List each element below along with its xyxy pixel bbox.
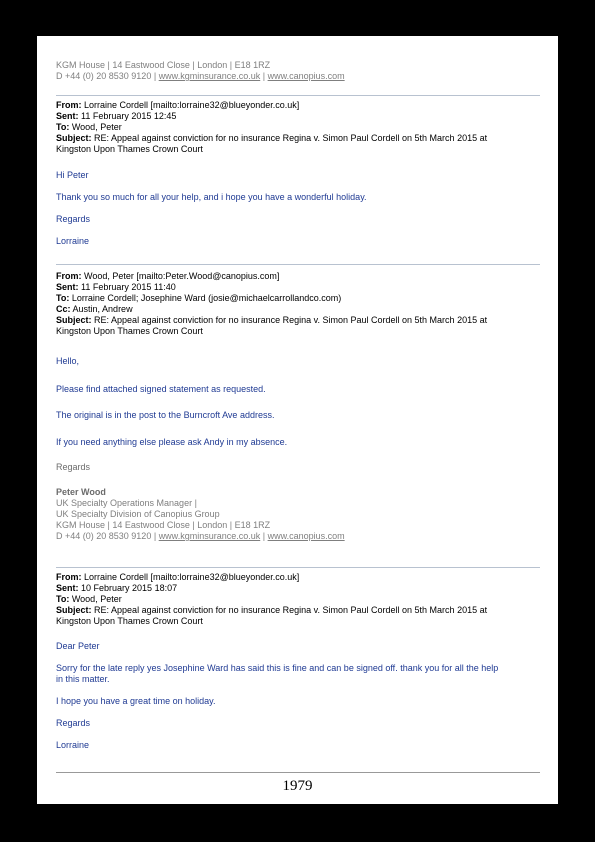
divider <box>56 264 540 265</box>
link-separator: | <box>262 531 266 541</box>
email1-body: Thank you so much for all your help, and i hope you have a wonderful holiday. <box>56 192 367 202</box>
sig-division: UK Specialty Division of Canopius Group <box>56 509 220 519</box>
email1-subject: Subject: RE: Appeal against conviction for no insurance Regina v. Simon Paul Cordell on 5th March 2015 at <box>56 133 488 143</box>
email1-from: From: Lorraine Cordell [mailto:lorraine32@blueyonder.co.uk] <box>56 100 300 110</box>
email2-from: From: Wood, Peter [mailto:Peter.Wood@canopius.com] <box>56 271 280 281</box>
email3-body1-line1: Sorry for the late reply yes Josephine Ward has said this is fine and can be signed off. thank you for all the help <box>56 663 499 673</box>
email1-sent: Sent: 11 February 2015 12:45 <box>56 111 177 121</box>
email2-cc: Cc: Austin, Andrew <box>56 304 133 314</box>
email3-to: To: Wood, Peter <box>56 594 122 604</box>
footer-rule <box>56 772 540 773</box>
sig-phone: D +44 (0) 20 8530 9120 | <box>56 531 157 541</box>
link-separator: | <box>262 71 266 81</box>
sig-kgm-link[interactable]: www.kgminsurance.co.uk <box>158 531 261 541</box>
email3-signoff: Lorraine <box>56 740 90 750</box>
email2-greeting: Hello, <box>56 356 80 366</box>
email2-subject-cont: Kingston Upon Thames Crown Court <box>56 326 203 336</box>
sig-title: UK Specialty Operations Manager | <box>56 498 197 508</box>
email3-regards: Regards <box>56 718 91 728</box>
kgm-link[interactable]: www.kgminsurance.co.uk <box>158 71 261 81</box>
divider <box>56 95 540 96</box>
email3-body2: I hope you have a great time on holiday. <box>56 696 216 706</box>
email2-subject: Subject: RE: Appeal against conviction for no insurance Regina v. Simon Paul Cordell on 5th March 2015 at <box>56 315 488 325</box>
email3-greeting: Dear Peter <box>56 641 100 651</box>
sig-contact-line <box>56 531 543 542</box>
top-address: KGM House | 14 Eastwood Close | London | E18 1RZ <box>56 60 271 70</box>
canopius-link[interactable]: www.canopius.com <box>267 71 345 81</box>
email3-subject-cont: Kingston Upon Thames Crown Court <box>56 616 203 626</box>
divider <box>56 567 540 568</box>
email2-body3: If you need anything else please ask Andy in my absence. <box>56 437 288 447</box>
sig-name: Peter Wood <box>56 487 106 497</box>
sig-canopius-link[interactable]: www.canopius.com <box>267 531 345 541</box>
document-page <box>37 36 558 804</box>
top-phone: D +44 (0) 20 8530 9120 | <box>56 71 157 81</box>
email2-to: To: Lorraine Cordell; Josephine Ward (josie@michaelcarrollandco.com) <box>56 293 342 303</box>
email1-subject-cont: Kingston Upon Thames Crown Court <box>56 144 203 154</box>
email2-body2: The original is in the post to the Burncroft Ave address. <box>56 410 275 420</box>
email3-subject: Subject: RE: Appeal against conviction for no insurance Regina v. Simon Paul Cordell on 5th March 2015 at <box>56 605 488 615</box>
email2-body1: Please find attached signed statement as requested. <box>56 384 266 394</box>
email1-greeting: Hi Peter <box>56 170 89 180</box>
top-contact-line <box>56 71 543 82</box>
email2-regards: Regards <box>56 462 91 472</box>
email2-sent: Sent: 11 February 2015 11:40 <box>56 282 176 292</box>
email1-signoff: Lorraine <box>56 236 90 246</box>
page-number: 1979 <box>282 778 313 794</box>
email1-regards: Regards <box>56 214 91 224</box>
email3-from: From: Lorraine Cordell [mailto:lorraine32@blueyonder.co.uk] <box>56 572 300 582</box>
email3-body1-line2: in this matter. <box>56 674 110 684</box>
email1-to: To: Wood, Peter <box>56 122 122 132</box>
sig-address: KGM House | 14 Eastwood Close | London | E18 1RZ <box>56 520 271 530</box>
email3-sent: Sent: 10 February 2015 18:07 <box>56 583 178 593</box>
